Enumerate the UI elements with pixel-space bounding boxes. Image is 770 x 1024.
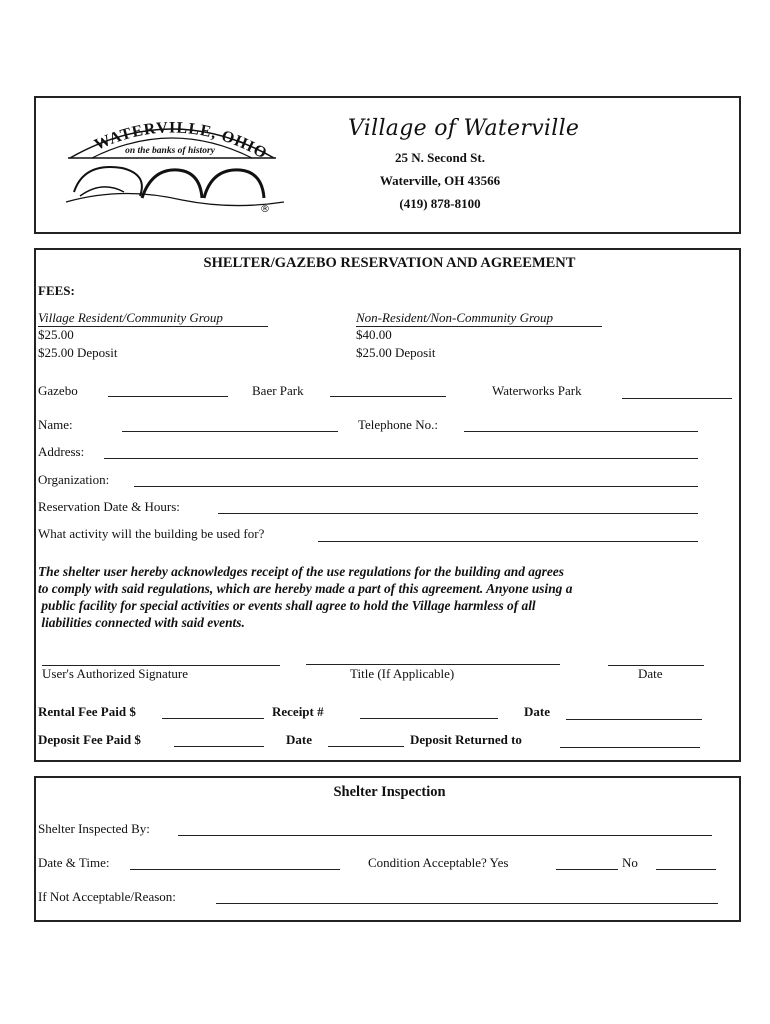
inspection-title: Shelter Inspection [333, 784, 446, 800]
fees-label: FEES: [38, 283, 75, 298]
receipt-field[interactable] [360, 718, 498, 719]
header-box [34, 96, 741, 234]
resident-deposit: $25.00 Deposit [38, 345, 118, 360]
condition-no-field[interactable] [656, 869, 716, 870]
logo-arc-text: WATERVILLE, OHIO [91, 119, 271, 163]
name-label: Name: [38, 417, 73, 432]
nonresident-deposit: $25.00 Deposit [356, 345, 436, 360]
svg-text:WATERVILLE, OHIO [92, 119, 270, 162]
address-line-1: 25 N. Second St. [395, 150, 485, 165]
notice-line-3: public facility for special activities or events shall agree to hold the Village harmless of all [38, 598, 536, 613]
notice-line-1: The shelter user hereby acknowledges receipt of the use regulations for the building and agrees [38, 564, 564, 579]
logo-tagline: on the banks of history [125, 146, 215, 156]
resident-heading: Village Resident/Community Group [38, 310, 223, 325]
baer-park-field[interactable] [330, 396, 446, 397]
nonresident-heading: Non-Resident/Non-Community Group [356, 310, 554, 325]
notice-line-2: to comply with said regulations, which are hereby made a part of this agreement. Anyone using a [38, 581, 573, 596]
gazebo-field[interactable] [108, 396, 228, 397]
condition-no-label: No [622, 855, 638, 870]
inspected-by-field[interactable] [178, 835, 712, 836]
deposit-date-label: Date [286, 732, 312, 747]
reservation-form-box [34, 248, 741, 762]
deposit-returned-label: Deposit Returned to [410, 732, 522, 747]
rental-fee-label: Rental Fee Paid $ [38, 704, 136, 719]
deposit-date-field[interactable] [328, 746, 404, 747]
address-line-2: Waterville, OH 43566 [379, 173, 501, 188]
condition-yes-field[interactable] [556, 869, 618, 870]
inspected-by-label: Shelter Inspected By: [38, 821, 150, 836]
deposit-returned-field[interactable] [560, 747, 700, 748]
baer-park-label: Baer Park [252, 383, 304, 398]
deposit-fee-field[interactable] [174, 746, 264, 747]
activity-field[interactable] [318, 541, 698, 542]
signature-date-label: Date [638, 666, 663, 681]
rental-date-field[interactable] [566, 719, 702, 720]
rental-fee-field[interactable] [162, 718, 264, 719]
date-time-field[interactable] [130, 869, 340, 870]
org-name: Village of Waterville [348, 116, 580, 141]
reason-field[interactable] [216, 903, 718, 904]
registered-mark: ® [260, 204, 270, 215]
reservation-label: Reservation Date & Hours: [38, 499, 180, 514]
waterworks-park-label: Waterworks Park [492, 383, 582, 398]
rental-date-label: Date [524, 704, 550, 719]
condition-label: Condition Acceptable? Yes [368, 855, 509, 870]
nonresident-heading-underline [356, 326, 602, 327]
organization-field[interactable] [134, 486, 698, 487]
signature-label: User's Authorized Signature [42, 666, 189, 681]
gazebo-label: Gazebo [38, 383, 78, 398]
title-field[interactable] [306, 664, 560, 665]
form-title: SHELTER/GAZEBO RESERVATION AND AGREEMENT [203, 255, 576, 271]
activity-label: What activity will the building be used for? [38, 526, 265, 541]
organization-label: Organization: [38, 472, 110, 487]
reason-label: If Not Acceptable/Reason: [38, 889, 176, 904]
resident-fee: $25.00 [38, 327, 74, 342]
address-label: Address: [38, 444, 85, 459]
telephone-label: Telephone No.: [358, 417, 438, 432]
notice-line-4: liabilities connected with said events. [38, 615, 245, 630]
name-field[interactable] [122, 431, 338, 432]
date-time-label: Date & Time: [38, 855, 110, 870]
reservation-field[interactable] [218, 513, 698, 514]
deposit-fee-label: Deposit Fee Paid $ [38, 732, 141, 747]
waterville-logo [62, 110, 292, 220]
phone-number: (419) 878-8100 [399, 196, 481, 211]
receipt-label: Receipt # [272, 704, 324, 719]
telephone-field[interactable] [464, 431, 698, 432]
waterworks-park-field[interactable] [622, 398, 732, 399]
nonresident-fee: $40.00 [356, 327, 392, 342]
inspection-box [34, 776, 741, 922]
address-field[interactable] [104, 458, 698, 459]
title-label: Title (If Applicable) [350, 666, 455, 681]
